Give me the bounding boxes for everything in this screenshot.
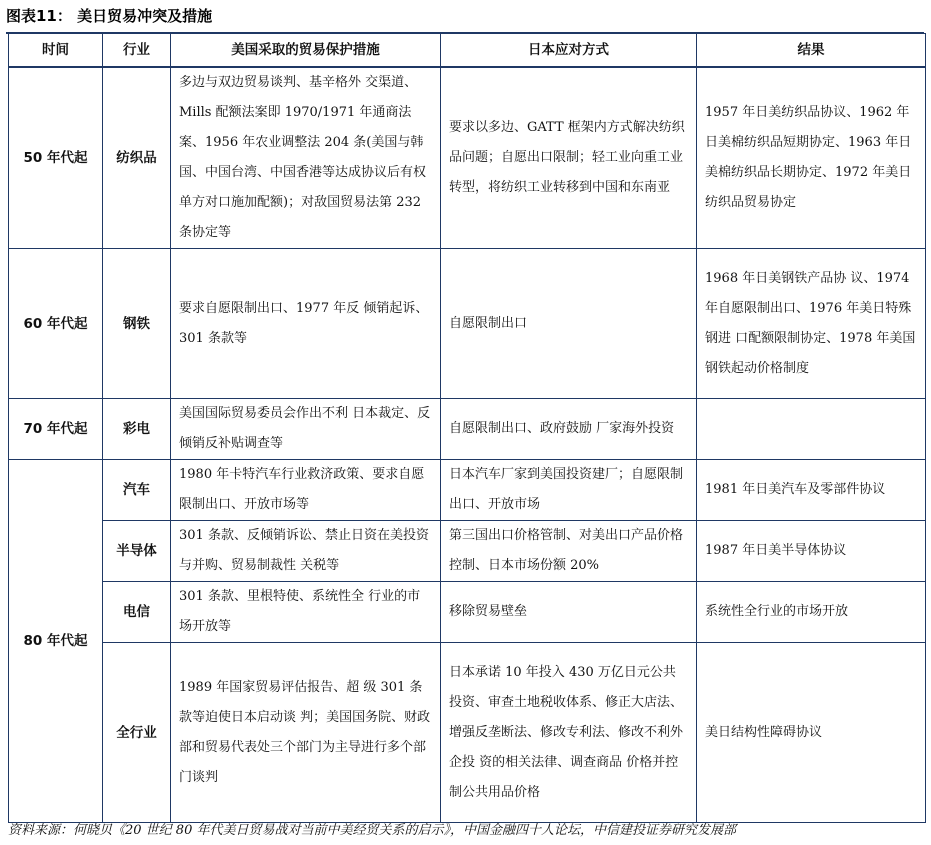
us-measures-cell: 301 条款、里根特使、系统性全 行业的市场开放等 — [171, 582, 441, 643]
japan-response-cell: 日本承诺 10 年投入 430 万亿日元公共投资、审查土地税收体系、修正大店法、增强反垄断法、修改专利法、修改不利外企投 资的相关法律、调查商品 价格并控制公共用品价格 — [441, 643, 697, 823]
era-cell: 70 年代起 — [9, 399, 103, 460]
industry-cell: 钢铁 — [103, 249, 171, 399]
japan-response-cell: 自愿限制出口 — [441, 249, 697, 399]
result-cell: 1981 年日美汽车及零部件协议 — [697, 460, 926, 521]
japan-response-cell: 第三国出口价格管制、对美出口产品价格控制、日本市场份额 20% — [441, 521, 697, 582]
header-japan-response: 日本应对方式 — [441, 34, 697, 68]
figure-title: 图表11： 美日贸易冲突及措施 — [6, 7, 213, 25]
era-cell: 80 年代起 — [9, 460, 103, 823]
us-measures-cell: 要求自愿限制出口、1977 年反 倾销起诉、301 条款等 — [171, 249, 441, 399]
table-row — [9, 460, 926, 521]
japan-response-cell: 移除贸易壁垒 — [441, 582, 697, 643]
industry-cell: 全行业 — [103, 643, 171, 823]
era-cell: 50 年代起 — [9, 67, 103, 249]
table-row — [9, 643, 926, 823]
header-us-measures: 美国采取的贸易保护措施 — [171, 34, 441, 68]
header-result: 结果 — [697, 34, 926, 68]
header-era: 时间 — [9, 34, 103, 68]
japan-response-cell: 要求以多边、GATT 框架内方式解决纺织品问题；自愿出口限制；轻工业向重工业转型，将纺织工业转移到中国和东南亚 — [441, 67, 697, 249]
result-cell: 1968 年日美钢铁产品协 议、1974 年自愿限制出口、1976 年美日特殊钢进 口配额限制协定、1978 年美国钢铁起动价格制度 — [697, 249, 926, 399]
table-row — [9, 521, 926, 582]
industry-cell: 电信 — [103, 582, 171, 643]
result-cell: 美日结构性障碍协议 — [697, 643, 926, 823]
source-note: 资料来源：何晓贝《20 世纪 80 年代美日贸易战对当前中美经贸关系的启示》，中国金融四十人论坛，中信建投证券研究发展部 — [8, 823, 736, 838]
result-cell: 1957 年日美纺织品协议、1962 年日美棉纺织品短期协定、1963 年日美棉纺织品长期协定、1972 年美日纺织品贸易协定 — [697, 67, 926, 249]
us-measures-cell: 多边与双边贸易谈判、基辛格外 交渠道、Mills 配额法案即 1970/1971 年通商法案、1956 年农业调整法 204 条(美国与韩国、中国台湾、中国香港等达成协议后有权单方对口施加配额)；对敌国贸易法第 232 条协定等 — [171, 67, 441, 249]
result-cell — [697, 399, 926, 460]
header-industry: 行业 — [103, 34, 171, 68]
era-cell: 60 年代起 — [9, 249, 103, 399]
result-cell: 1987 年日美半导体协议 — [697, 521, 926, 582]
figure-title-bar — [6, 4, 924, 30]
result-cell: 系统性全行业的市场开放 — [697, 582, 926, 643]
japan-response-cell: 自愿限制出口、政府鼓励 厂家海外投资 — [441, 399, 697, 460]
us-measures-cell: 美国国际贸易委员会作出不利 日本裁定、反倾销反补贴调查等 — [171, 399, 441, 460]
us-measures-cell: 301 条款、反倾销诉讼、禁止日资在美投资与并购、贸易制裁性 关税等 — [171, 521, 441, 582]
table-header-row — [9, 34, 926, 68]
industry-cell: 半导体 — [103, 521, 171, 582]
japan-response-cell: 日本汽车厂家到美国投资建厂；自愿限制出口、开放市场 — [441, 460, 697, 521]
table-row — [9, 67, 926, 249]
us-measures-cell: 1989 年国家贸易评估报告、超 级 301 条款等迫使日本启动谈 判；美国国务院、财政部和贸易代表处三个部门为主导进行多个部门谈判 — [171, 643, 441, 823]
industry-cell: 彩电 — [103, 399, 171, 460]
table-row — [9, 582, 926, 643]
table-row — [9, 249, 926, 399]
trade-conflict-table — [8, 33, 926, 823]
industry-cell: 纺织品 — [103, 67, 171, 249]
us-measures-cell: 1980 年卡特汽车行业救济政策、要求自愿限制出口、开放市场等 — [171, 460, 441, 521]
industry-cell: 汽车 — [103, 460, 171, 521]
table-row — [9, 399, 926, 460]
